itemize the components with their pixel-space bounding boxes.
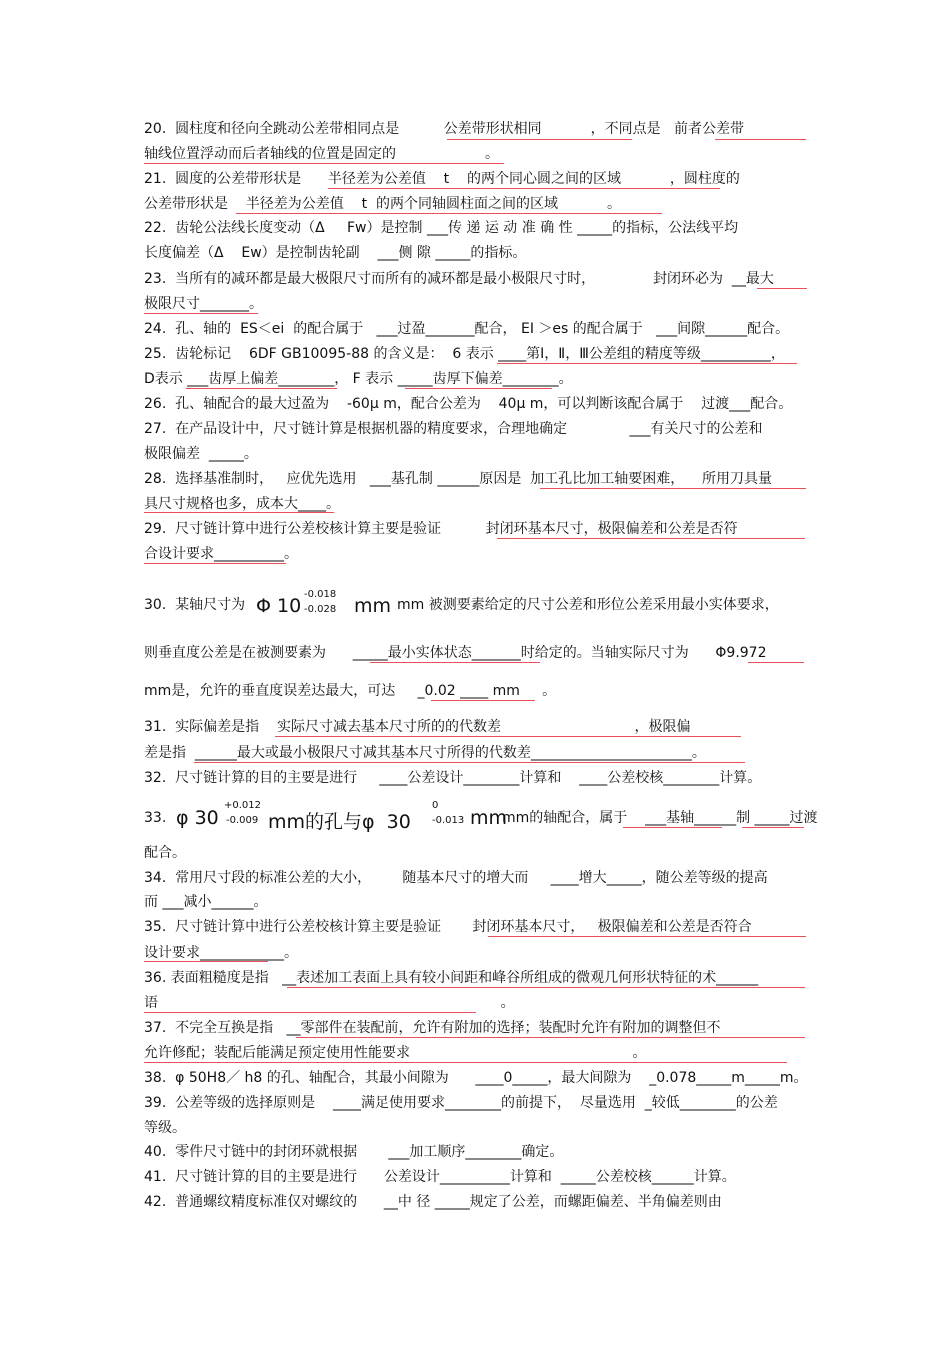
q30-formula [256,588,396,624]
q34-line2 [144,893,267,911]
q25-text-1: 25. 齿轮标记 6DF GB10095-88 的含义是： 6 表示 ____第Ⅰ，Ⅱ，Ⅲ公差组的精度等级__________， [144,346,785,362]
answer-underline [757,288,807,289]
q28-text-2: 具尺寸规格也多，成本大____。 [144,496,340,512]
answer-underline [540,488,806,489]
q31-text-1: 31. 实际偏差是指 实际尺寸减去基本尺寸所的的代数差 ，极限偏 [144,719,691,735]
q28-line1 [144,470,772,488]
q30-lower-deviation: -0.028 [304,604,337,615]
q27-line1 [144,420,762,438]
q37-text-2: 允许修配；装配后能满足预定使用性能要求 。 [144,1045,647,1061]
q30-line3 [144,682,556,700]
q33-line2 [144,844,186,862]
q33-unit: mm [470,807,508,829]
q30-text-2: 则垂直度公差是在被测要素为 _____最小实体状态_______时给定的。当轴实际尺寸为 Φ9.972 [144,645,767,661]
answer-underline [236,213,662,214]
answer-underline [715,139,806,140]
q32-line [144,769,761,787]
answer-underline [144,1062,787,1063]
q23-line2 [144,295,263,313]
q37-text-1: 37. 不完全互换是指 __零部件在装配前，允许有附加的选择；装配时允许有附加的调整但不 [144,1020,721,1036]
q25-line2 [144,370,573,388]
q31-line1 [144,718,690,736]
q26-text: 26. 孔、轴配合的最大过盈为 -60μ m，配合公差为 40μ m，可以判断该配合属于 过渡___配合。 [144,396,793,412]
q31-line2 [144,744,706,762]
q30-text-lead: 30. 某轴尺寸为 [144,597,246,613]
q30-text-tail: mm 被测要素给定的尺寸公差和形位公差采用最小实体要求， [397,597,779,613]
q21-line2 [144,195,621,213]
q30-unit: mm [354,595,392,617]
q33-hole-diameter: φ 30 [176,807,219,829]
answer-underline [328,188,720,189]
q23-text-2: 极限尺寸_______。 [144,296,263,312]
q29-text-1: 29. 尺寸链计算中进行公差校核计算主要是验证 封闭环基本尺寸，极限偏差和公差是否符 [144,521,738,537]
q25-line1 [144,345,785,363]
answer-underline [287,987,805,988]
answer-underline [497,538,805,539]
q29-text-2: 合设计要求__________。 [144,546,298,562]
q33-formula [176,799,506,835]
answer-underline [144,961,268,962]
q29-line2 [144,545,298,563]
q36-line1 [144,969,758,987]
q37-line2 [144,1044,647,1062]
q33-text-2: 配合。 [144,845,186,861]
answer-underline [194,762,745,763]
q41-line [144,1168,736,1186]
q33-hole-lower: -0.009 [226,815,259,826]
q22-line2 [144,244,526,262]
answer-underline [488,936,806,937]
q27-text-2: 极限偏差 _____。 [144,446,258,462]
q22-text-2: 长度偏差（Δ Ew）是控制齿轮副 ___侧 隙 _____的指标。 [144,245,527,261]
q27-line2 [144,445,258,463]
q27-text-1: 27. 在产品设计中，尺寸链计算是根据机器的精度要求，合理地确定 ___有关尺寸的公差和 [144,421,763,437]
answer-underline [748,662,804,663]
answer-underline [186,388,337,389]
q33-shaft-upper: 0 [432,800,439,811]
q33-hole-upper: +0.012 [224,800,262,811]
answer-underline [370,662,540,663]
q30-tail [397,596,779,614]
answer-underline [144,313,258,314]
answer-underline [447,139,632,140]
q34-line1 [144,869,768,887]
q36-text-2: 语 。 [144,995,515,1011]
q38-text: 38. φ 50H8／ h8 的孔、轴配合，其最小间隙为 ____0_____，最大间隙为 _0.078_____m_____m。 [144,1070,808,1086]
q23-line1 [144,270,774,288]
q36-text-1: 36. 表面粗糙度是指 __表述加工表面上具有较小间距和峰谷所组成的微观几何形状特征的术______ [144,970,759,986]
q39-line1 [144,1094,778,1112]
q30-line2 [144,644,767,662]
q28-text-1: 28. 选择基准制时， 应优先选用 ___基孔制 ______原因是 加工孔比加工轴要困难， 所用刀具量 [144,471,773,487]
answer-underline [275,736,741,737]
answer-underline [623,827,722,828]
q24-line [144,320,789,338]
answer-underline [144,1012,476,1013]
q30-lead [144,596,245,614]
q34-text-1: 34. 常用尺寸段的标准公差的大小， 随基本尺寸的增大而 ____增大_____，随公差等级的提高 [144,870,768,886]
q33-tail [502,809,818,827]
q35-text-1: 35. 尺寸链计算中进行公差校核计算主要是验证 封闭环基本尺寸， 极限偏差和公差是否符合 [144,919,752,935]
q35-line2 [144,944,298,962]
q38-line [144,1069,808,1087]
q30-phi-value: Φ 10 [256,595,302,617]
q20-text-2: 轴线位置浮动而后者轴线的位置是固定的 。 [144,146,500,162]
answer-underline [144,163,504,164]
q20-line2 [144,145,499,163]
q22-text-1: 22. 齿轮公法线长度变动（Δ Fw）是控制 ___传 递 运 动 准 确 性 _____的指标，公法线平均 [144,220,739,236]
q29-line1 [144,520,738,538]
q31-text-2: 差是指 ______最大或最小极限尺寸减其基本尺寸所得的代数差_______________________。 [144,745,706,761]
q30-upper-deviation: -0.018 [304,589,337,600]
answer-underline [405,388,552,389]
answer-underline [296,1037,805,1038]
q35-line1 [144,918,752,936]
q20-text-1: 20. 圆柱度和径向全跳动公差带相同点是 公差带形状相同 ，不同点是 前者公差带 [144,121,744,137]
answer-underline [144,563,286,564]
q41-text: 41. 尺寸链计算的目的主要是进行 公差设计__________计算和 _____公差校核______计算。 [144,1169,736,1185]
q42-line [144,1193,722,1211]
q40-text: 40. 零件尺寸链中的封闭环就根据 ___加工顺序________确定。 [144,1144,564,1160]
q32-text: 32. 尺寸链计算的目的主要是进行 ____公差设计________计算和 ____公差校核________计算。 [144,770,762,786]
q35-text-2: 设计要求____________。 [144,945,298,961]
q37-line1 [144,1019,721,1037]
q33-shaft-lower: -0.013 [432,815,465,826]
q33-text-tail: mm的轴配合，属于 ___基轴______制 _____过渡 [502,810,818,826]
q34-text-2: 而 ___减小______。 [144,894,268,910]
q42-text: 42. 普通螺纹精度标准仅对螺纹的 __中 径 _____规定了公差，而螺距偏差、半角偏差则由 [144,1194,722,1210]
q39-line2 [144,1119,186,1137]
q33-text-number: 33. [144,810,167,826]
q28-line2 [144,495,340,513]
q21-text-2: 公差带形状是 半径差为公差值 t 的两个同轴圆柱面之间的区域 。 [144,196,621,212]
q24-text: 24. 孔、轴的 ES＜ei 的配合属于 ___过盈_______配合， EI ＞es 的配合属于 ___间隙______配合。 [144,321,790,337]
q21-text-1: 21. 圆度的公差带形状是 半径差为公差值 t 的两个同心圆之间的区域 ，圆柱度的 [144,171,740,187]
q39-text-2: 等级。 [144,1120,186,1136]
q39-text-1: 39. 公差等级的选择原则是 ____满足使用要求________的前提下， 尽量选用 _较低________的公差 [144,1095,778,1111]
q22-line1 [144,219,738,237]
q23-text-1: 23. 当所有的减环都是最大极限尺寸而所有的减环都是最小极限尺寸时， 封闭环必为 __最大 [144,271,774,287]
q36-line2 [144,994,515,1012]
answer-underline [431,700,535,701]
q40-line [144,1143,563,1161]
answer-underline [497,363,797,364]
q33-number [144,809,166,827]
q20-line1 [144,120,744,138]
q26-line [144,395,792,413]
q30-text-3: mm是，允许的垂直度误差达最大，可达 _0.02 ____ mm 。 [144,683,557,699]
answer-underline [144,512,334,513]
q25-text-2: D表示 ___齿厚上偏差________， F 表示 _____齿厚下偏差________。 [144,371,573,387]
q21-line1 [144,170,740,188]
q33-middle-text: mm的孔与φ 30 [268,811,411,833]
answer-underline [742,827,804,828]
